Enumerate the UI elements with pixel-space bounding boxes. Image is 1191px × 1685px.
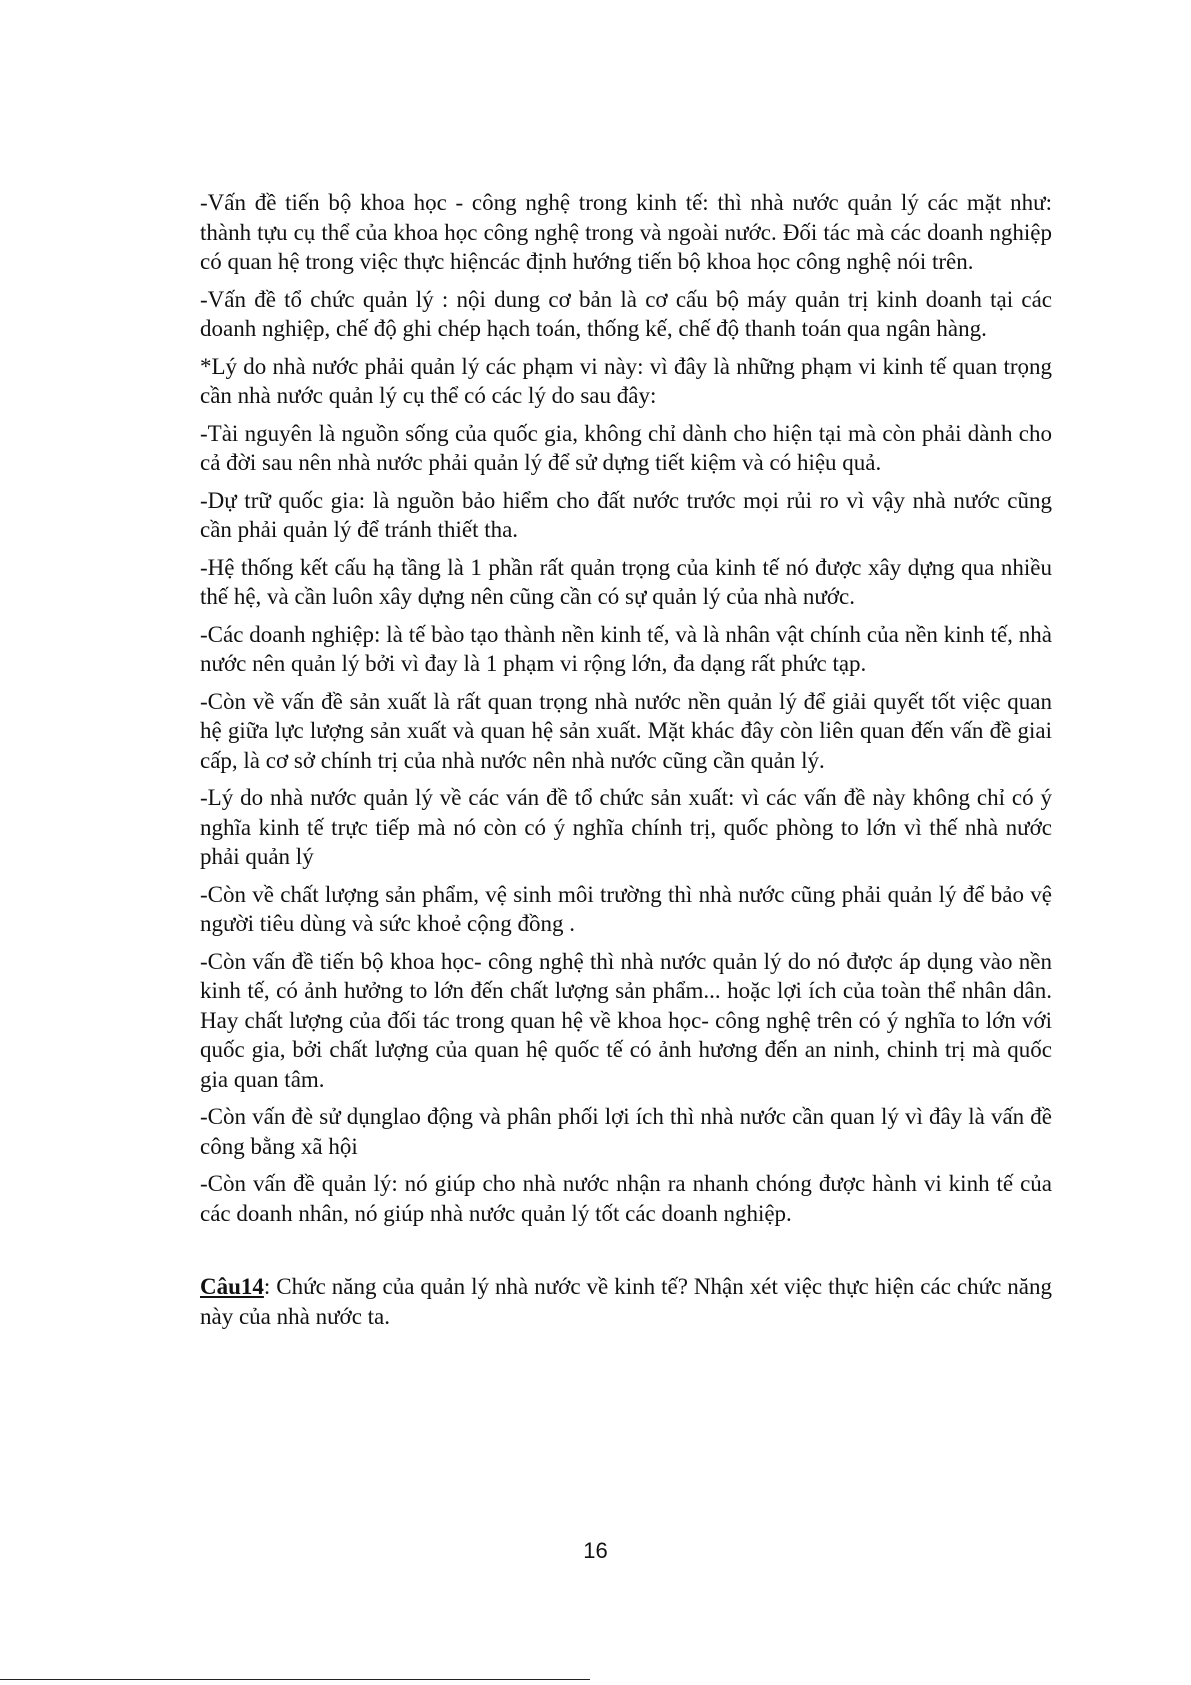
paragraph-production-organization: -Lý do nhà nước quản lý về các ván đề tổ chức sản xuất: vì các vấn đề này không chỉ có ý nghĩa kinh tế trực tiếp mà nó còn có ý nghĩa chính trị, quốc phòng to lớn vì thế nhà nước phải quản lý (200, 785, 1052, 869)
question-label: Câu14 (200, 1274, 264, 1299)
question-14 (200, 1272, 1052, 1331)
paragraph-national-reserve: -Dự trữ quốc gia: là nguồn bảo hiểm cho đất nước trước mọi rủi ro vì vậy nhà nước cũng cần phải quản lý để tránh thiết tha. (200, 487, 1052, 542)
footer-divider (0, 1679, 590, 1680)
question-text: : Chức năng của quản lý nhà nước về kinh tế? Nhận xét việc thực hiện các chức năng này của nhà nước ta. (200, 1274, 1052, 1329)
paragraph-labor-distribution: -Còn vấn đè sử dụnglao động và phân phối lợi ích thì nhà nước cần quan lý vì đây là vấn đề công bằng xã hội (200, 1104, 1052, 1159)
paragraph-science-technology: -Vấn đề tiến bộ khoa học - công nghệ trong kinh tế: thì nhà nước quản lý các mặt như: thành tựu cụ thể của khoa học công nghệ trong và ngoài nước. Đối tác mà các doanh nghiệp có quan hệ trong việc thực hiệncác định hướng tiến bộ khoa học công nghệ nói trên. (200, 190, 1052, 274)
paragraph-production: -Còn về vấn đề sản xuất là rất quan trọng nhà nước nền quản lý để giải quyết tốt việc quan hệ giữa lực lượng sản xuất và quan hệ sản xuất. Mặt khác đây còn liên quan đến vấn đề giai cấp, là cơ sở chính trị của nhà nước nên nhà nước cũng cần quản lý. (200, 688, 1052, 773)
paragraph-infrastructure: -Hệ thống kết cấu hạ tầng là 1 phần rất quản trọng của kinh tế nó được xây dựng qua nhiều thế hệ, và cần luôn xây dựng nên cũng cần có sự quản lý của nhà nước. (200, 554, 1052, 609)
page-number: 16 (583, 1538, 608, 1563)
document-body (200, 188, 1052, 1331)
paragraph-science-progress: -Còn vấn đề tiến bộ khoa học- công nghệ thì nhà nước quản lý do nó được áp dụng vào nền kinh tế, có ảnh hưởng to lớn đến chất lượng sản phẩm... hoặc lợi ích của toàn thể nhân dân. Hay chất lượng của đối tác trong quan hệ về khoa học- công nghệ trên có ý nghĩa to lớn với quốc gia, bởi chất lượng của quan hệ quốc tế có ảnh hương đến an ninh, chinh trị mà quốc gia quan tâm. (200, 948, 1052, 1092)
paragraph-resources: -Tài nguyên là nguồn sống của quốc gia, không chỉ dành cho hiện tại mà còn phải dành cho cả đời sau nên nhà nước phải quản lý để sử dựng tiết kiệm và có hiệu quả. (200, 420, 1052, 475)
paragraph-reasons-intro: *Lý do nhà nước phải quản lý các phạm vi này: vì đây là những phạm vi kinh tế quan trọng cần nhà nước quản lý cụ thể có các lý do sau đây: (200, 353, 1052, 408)
paragraph-management-organization: -Vấn đề tổ chức quản lý : nội dung cơ bản là cơ cấu bộ máy quản trị kinh doanh tại các doanh nghiệp, chế độ ghi chép hạch toán, thống kế, chế độ thanh toán qua ngân hàng. (200, 286, 1052, 341)
paragraph-management: -Còn vấn đề quản lý: nó giúp cho nhà nước nhận ra nhanh chóng được hành vi kinh tế của các doanh nhân, nó giúp nhà nước quản lý tốt các doanh nghiệp. (200, 1171, 1052, 1226)
paragraph-product-quality: -Còn về chất lượng sản phẩm, vệ sinh môi trường thì nhà nước cũng phải quản lý để bảo vệ người tiêu dùng và sức khoẻ cộng đồng . (200, 881, 1052, 936)
paragraph-enterprises: -Các doanh nghiệp: là tế bào tạo thành nền kinh tế, và là nhân vật chính của nền kinh tế, nhà nước nên quản lý bởi vì đay là 1 phạm vi rộng lớn, đa dạng rất phức tạp. (200, 621, 1052, 676)
